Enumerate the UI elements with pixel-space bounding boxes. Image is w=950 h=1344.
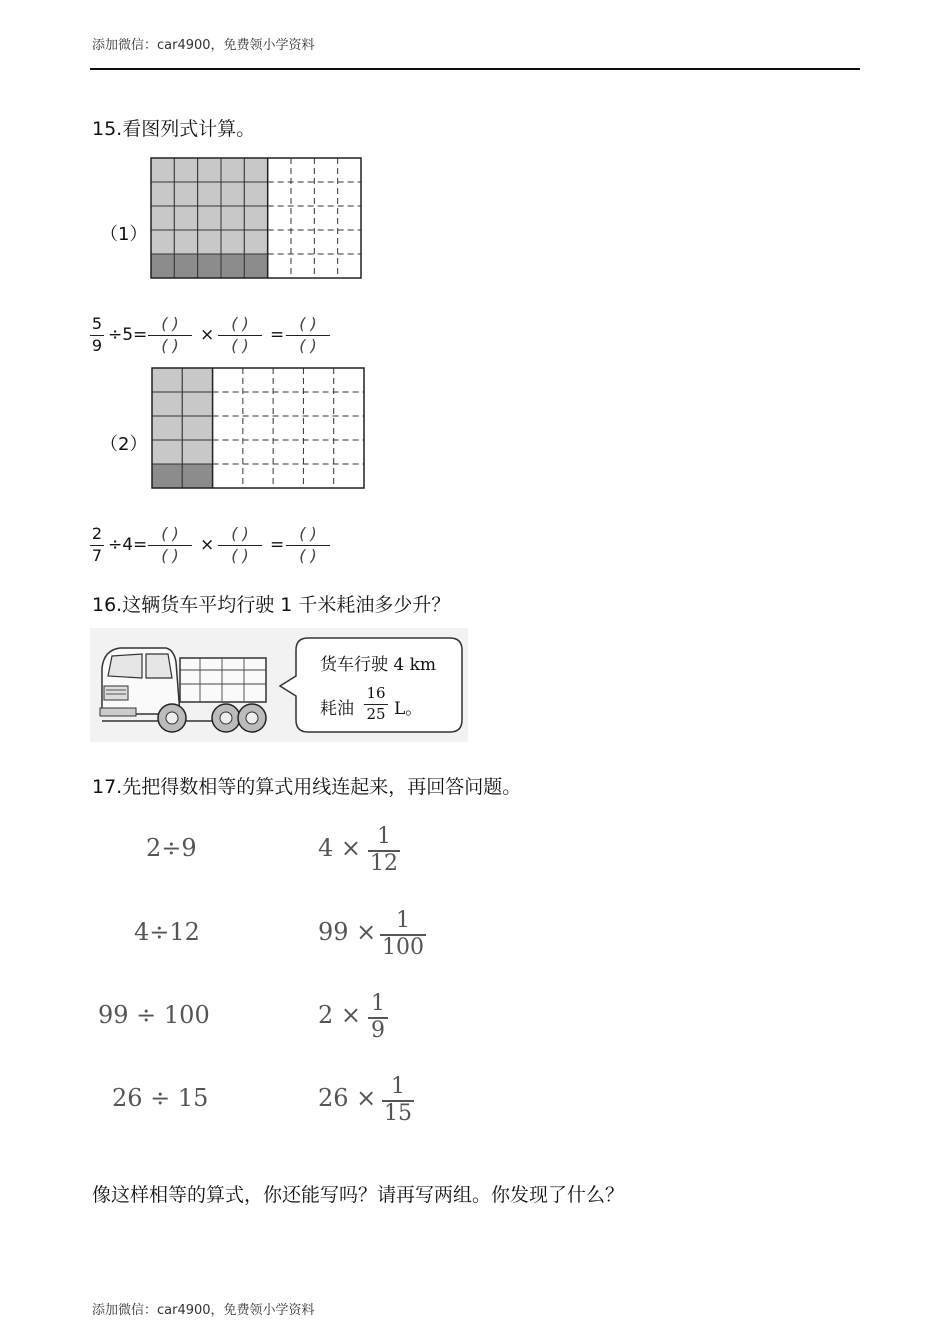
grid-cell-shaded	[244, 158, 267, 182]
right-expression-fraction[interactable]: 1 12	[370, 824, 398, 876]
grid-cell-shaded	[174, 206, 197, 230]
grid-cell-dark	[182, 464, 212, 488]
grid-cell-shaded	[244, 206, 267, 230]
grid-cell-shaded	[152, 416, 182, 440]
q15-part1-label: （1）	[100, 224, 148, 245]
page-header: 添加微信：car4900，免费领小学资料	[92, 38, 315, 53]
grid-cell-shaded	[221, 206, 244, 230]
q17-question: 像这样相等的算式，你还能写吗？请再写两组。你发现了什么？	[92, 1184, 625, 1206]
grid-cell-shaded	[198, 158, 221, 182]
grid-cell-shaded	[198, 182, 221, 206]
q17-title: 17.先把得数相等的算式用线连起来，再回答问题。	[92, 776, 522, 798]
left-expression[interactable]: 2÷9	[146, 834, 197, 862]
right-expression-whole[interactable]: 26 ×	[318, 1084, 377, 1112]
grid-cell-dark	[244, 254, 267, 278]
grid-cell-shaded	[182, 416, 212, 440]
grid-cell-shaded	[221, 230, 244, 254]
grid-cell-dark	[151, 254, 174, 278]
equals-op: =	[270, 325, 285, 345]
right-expression-whole[interactable]: 99 ×	[318, 918, 377, 946]
right-expression-whole[interactable]: 2 ×	[318, 1001, 362, 1029]
bubble-line-2-suffix: L。	[394, 699, 423, 719]
grid-cell-shaded	[174, 230, 197, 254]
grid-cell-dark	[198, 254, 221, 278]
grid-cell-shaded	[182, 368, 212, 392]
bubble-line-2-prefix: 耗油	[320, 699, 354, 719]
grid-cell-shaded	[221, 182, 244, 206]
equals-op: =	[270, 535, 285, 555]
grid-cell-shaded	[151, 158, 174, 182]
grid-cell-shaded	[152, 368, 182, 392]
grid-cell-shaded	[151, 230, 174, 254]
fuel-fraction: 16 25	[364, 684, 388, 728]
times-op: ×	[200, 535, 215, 555]
q15-part1-grid	[150, 157, 362, 279]
q16-figure	[90, 628, 468, 742]
grid-cell-shaded	[198, 230, 221, 254]
right-expression-fraction[interactable]: 1 15	[384, 1074, 412, 1126]
header-rule	[90, 68, 860, 70]
right-expression-fraction[interactable]: 1 9	[368, 991, 388, 1047]
q15-part2-grid	[151, 367, 365, 489]
right-expression-fraction[interactable]: 1 100	[382, 908, 424, 960]
right-expression-whole[interactable]: 4 ×	[318, 834, 362, 862]
truck-illustration	[90, 628, 468, 742]
q15-title: 15.看图列式计算。	[92, 118, 256, 140]
grid-cell-shaded	[152, 392, 182, 416]
grid-cell-dark	[221, 254, 244, 278]
page-footer: 添加微信：car4900，免费领小学资料	[92, 1303, 315, 1318]
grid-cell-shaded	[198, 206, 221, 230]
grid-cell-dark	[174, 254, 197, 278]
grid-cell-shaded	[244, 182, 267, 206]
divide-op: ÷5=	[108, 325, 148, 345]
left-expression[interactable]: 99 ÷ 100	[98, 1001, 210, 1029]
grid-cell-dark	[152, 464, 182, 488]
grid-cell-shaded	[221, 158, 244, 182]
grid-cell-shaded	[244, 230, 267, 254]
q15-part2-label: （2）	[100, 434, 148, 455]
grid-cell-shaded	[182, 392, 212, 416]
grid-cell-shaded	[152, 440, 182, 464]
left-expression[interactable]: 4÷12	[134, 918, 200, 946]
left-expression[interactable]: 26 ÷ 15	[112, 1084, 209, 1112]
grid-cell-shaded	[151, 206, 174, 230]
divide-op: ÷4=	[108, 535, 148, 555]
times-op: ×	[200, 325, 215, 345]
grid-cell-shaded	[151, 182, 174, 206]
grid-cell-shaded	[182, 440, 212, 464]
grid-cell-shaded	[174, 158, 197, 182]
grid-cell-shaded	[174, 182, 197, 206]
q16-title: 16.这辆货车平均行驶 1 千米耗油多少升？	[92, 594, 451, 616]
bubble-line-1: 货车行驶 4 km	[320, 655, 437, 675]
